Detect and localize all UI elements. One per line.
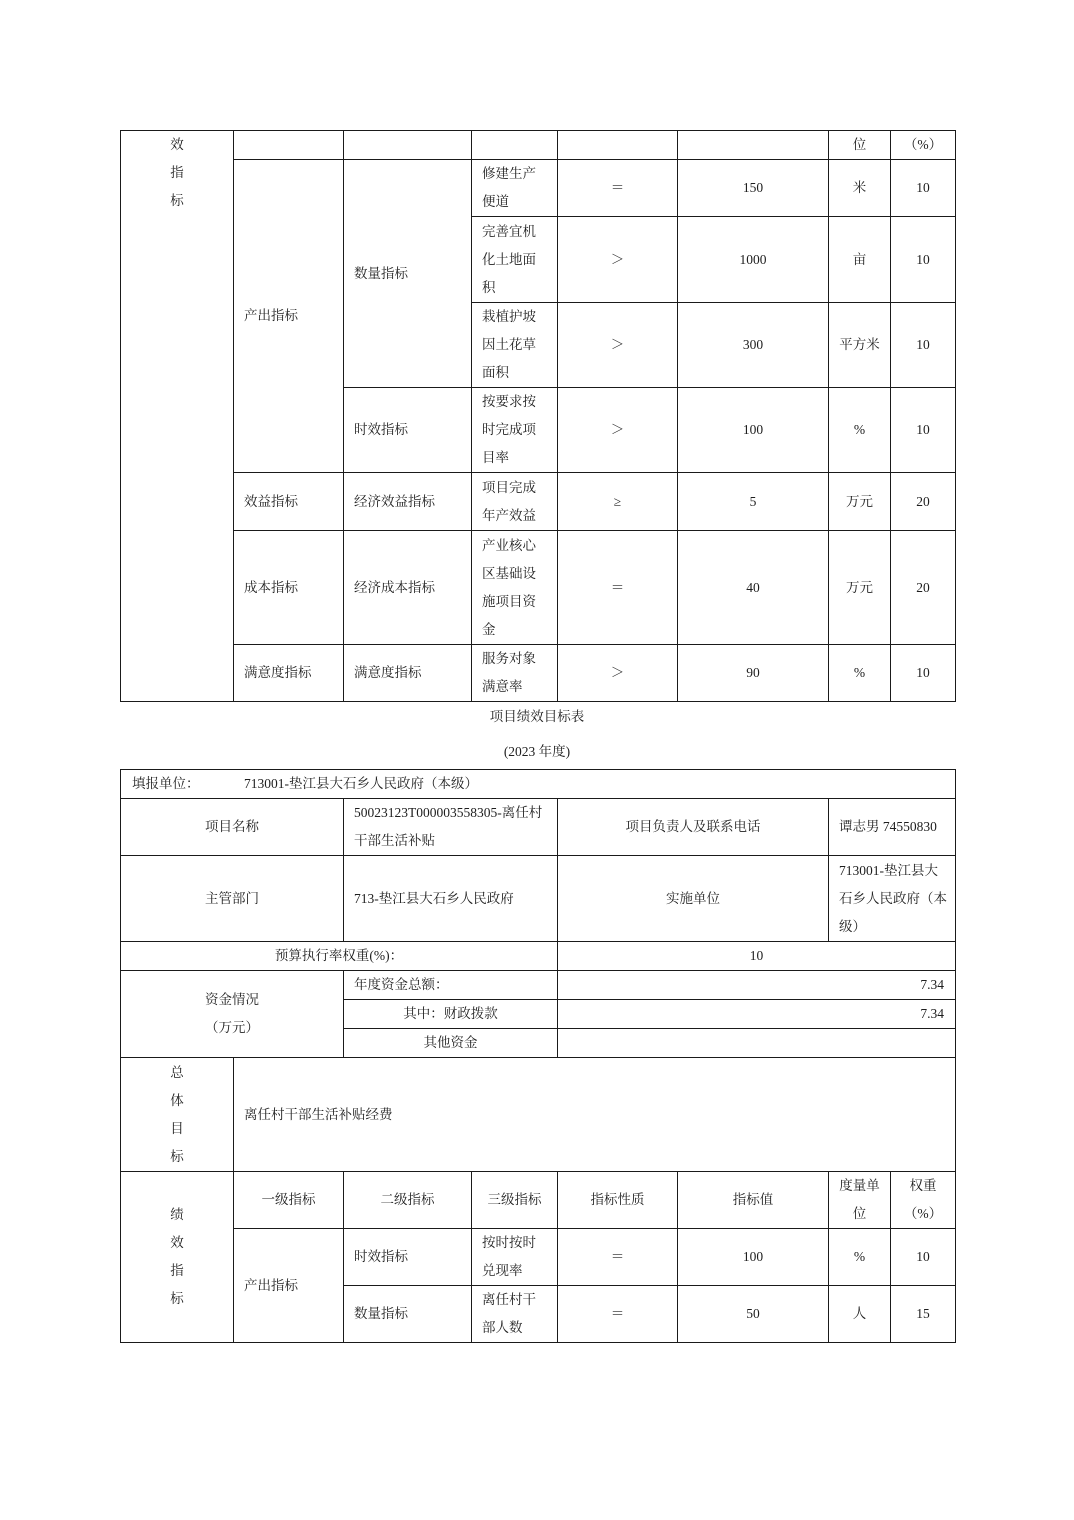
value-cell: 5 (678, 473, 829, 531)
level2-cell: 数量指标 (344, 1286, 472, 1343)
table-header-row (121, 1172, 956, 1229)
value-cell: 90 (678, 645, 829, 702)
performance-target-form (120, 769, 956, 1343)
annual-total-value: 7.34 (558, 971, 956, 1000)
unit-header-tail: 位 (829, 131, 891, 160)
level3-cell (472, 645, 558, 702)
column-header-level2: 二级指标 (344, 1172, 472, 1229)
level2-cell: 经济成本指标 (344, 531, 472, 645)
implementing-unit-label: 实施单位 (558, 856, 829, 942)
fiscal-funds-label: 其中：财政拨款 (344, 1000, 558, 1029)
year-subtitle: (2023 年度) (503, 744, 571, 759)
department-label: 主管部门 (121, 856, 344, 942)
column-header-nature: 指标性质 (558, 1172, 678, 1229)
funds-label-cell (121, 971, 344, 1058)
value-cell: 300 (678, 303, 829, 388)
unit-cell: % (829, 1229, 891, 1286)
column-header-weight-cell (891, 1172, 956, 1229)
unit-cell: 万元 (829, 531, 891, 645)
level1-cell: 产出指标 (234, 160, 344, 473)
table-row (121, 770, 956, 799)
level3-cell (472, 1286, 558, 1343)
nature-cell: ＞ (558, 645, 678, 702)
implementing-unit-value: 713001-垫江县大石乡人民政府（本级） (839, 862, 947, 934)
implementing-unit-cell (829, 856, 956, 942)
value-cell: 1000 (678, 217, 829, 303)
level3-text: 产业核心区基础设施项目资金 (482, 537, 536, 637)
table-row (121, 473, 956, 531)
contact-value: 谭志男 74550830 (829, 799, 956, 856)
unit-cell: % (829, 645, 891, 702)
level3-text: 按时按时兑现率 (482, 1235, 536, 1278)
overall-goal-value: 离任村干部生活补贴经费 (234, 1058, 956, 1172)
level1-cell: 成本指标 (234, 531, 344, 645)
level2-cell: 时效指标 (344, 388, 472, 473)
level2-cell: 经济效益指标 (344, 473, 472, 531)
empty-cell (234, 131, 344, 160)
table-row (121, 1058, 956, 1172)
column-header-weight: 权重（%） (903, 1178, 943, 1221)
fiscal-funds-value: 7.34 (558, 1000, 956, 1029)
performance-indicator-table-continued (120, 130, 956, 702)
nature-cell: ＞ (558, 388, 678, 473)
value-cell: 40 (678, 531, 829, 645)
level3-text: 服务对象满意率 (482, 651, 536, 694)
table-row (121, 160, 956, 217)
unit-cell: 万元 (829, 473, 891, 531)
nature-cell: ＝ (558, 1229, 678, 1286)
level2-cell: 数量指标 (344, 160, 472, 388)
weight-cell: 10 (891, 1229, 956, 1286)
level3-cell (472, 160, 558, 217)
level2-cell: 时效指标 (344, 1229, 472, 1286)
unit-cell: 平方米 (829, 303, 891, 388)
level3-text: 按要求按时完成项目率 (482, 394, 536, 465)
level3-text: 项目完成年产效益 (482, 479, 536, 523)
performance-indicators-label-cell (121, 1172, 234, 1343)
side-label-cell (121, 131, 234, 702)
performance-indicators-side-label: 效指标 (170, 137, 184, 208)
level3-text: 离任村干部人数 (482, 1292, 536, 1335)
project-name-value: 50023123T000003558305-离任村干部生活补贴 (354, 805, 543, 848)
nature-cell: ＞ (558, 217, 678, 303)
funds-label: 资金情况 (205, 992, 259, 1007)
level3-cell (472, 1229, 558, 1286)
unit-cell: 米 (829, 160, 891, 217)
level3-text: 完善宜机化土地面积 (482, 223, 536, 295)
table-row (121, 131, 956, 160)
table-row (121, 645, 956, 702)
project-name-label: 项目名称 (121, 799, 344, 856)
level3-cell (472, 473, 558, 531)
value-cell: 50 (678, 1286, 829, 1343)
weight-cell: 20 (891, 531, 956, 645)
level1-cell: 效益指标 (234, 473, 344, 531)
reporting-unit-cell (121, 770, 956, 799)
weight-cell: 10 (891, 160, 956, 217)
column-header-value: 指标值 (678, 1172, 829, 1229)
nature-cell: ＝ (558, 160, 678, 217)
annual-total-label: 年度资金总额： (344, 971, 558, 1000)
level3-text: 修建生产便道 (482, 166, 536, 209)
department-value: 713-垫江县大石乡人民政府 (344, 856, 558, 942)
nature-cell: ＝ (558, 531, 678, 645)
budget-weight-label: 预算执行率权重(%)： (121, 942, 558, 971)
value-cell: 150 (678, 160, 829, 217)
column-header-unit: 度量单位 (839, 1178, 880, 1221)
page-title: 项目绩效目标表 (489, 709, 585, 724)
column-header-level1: 一级指标 (234, 1172, 344, 1229)
weight-cell: 10 (891, 645, 956, 702)
unit-cell: 人 (829, 1286, 891, 1343)
unit-cell: 亩 (829, 217, 891, 303)
reporting-unit-value: 713001-垫江县大石乡人民政府（本级） (244, 776, 478, 791)
level3-cell (472, 531, 558, 645)
other-funds-label: 其他资金 (344, 1029, 558, 1058)
table-row (121, 531, 956, 645)
weight-cell: 10 (891, 303, 956, 388)
empty-cell (344, 131, 472, 160)
empty-cell (678, 131, 829, 160)
level2-cell: 满意度指标 (344, 645, 472, 702)
empty-cell (472, 131, 558, 160)
weight-cell: 20 (891, 473, 956, 531)
nature-cell: ＞ (558, 303, 678, 388)
level3-text: 栽植护坡因土花草面积 (482, 309, 536, 380)
budget-weight-value: 10 (558, 942, 956, 971)
level3-cell (472, 303, 558, 388)
nature-cell: ≥ (558, 473, 678, 531)
table-row (121, 856, 956, 942)
value-cell: 100 (678, 388, 829, 473)
unit-cell: % (829, 388, 891, 473)
project-name-cell (344, 799, 558, 856)
performance-indicators-label: 绩效指标 (170, 1207, 184, 1306)
level1-cell: 满意度指标 (234, 645, 344, 702)
weight-cell: 10 (891, 217, 956, 303)
overall-goal-label: 总体目标 (170, 1064, 184, 1164)
nature-cell: ＝ (558, 1286, 678, 1343)
table-row (121, 971, 956, 1000)
weight-header-tail: （%） (891, 131, 956, 160)
table-row (121, 799, 956, 856)
column-header-unit-cell (829, 1172, 891, 1229)
other-funds-value (558, 1029, 956, 1058)
value-cell: 100 (678, 1229, 829, 1286)
funds-unit: （万元） (205, 1020, 259, 1035)
weight-cell: 10 (891, 388, 956, 473)
level3-cell (472, 388, 558, 473)
table-row (121, 1229, 956, 1286)
table-row (121, 942, 956, 971)
level3-cell (472, 217, 558, 303)
weight-cell: 15 (891, 1286, 956, 1343)
empty-cell (558, 131, 678, 160)
reporting-unit-label: 填报单位： (132, 776, 200, 791)
level1-cell: 产出指标 (234, 1229, 344, 1343)
overall-goal-label-cell (121, 1058, 234, 1172)
column-header-level3: 三级指标 (472, 1172, 558, 1229)
contact-label: 项目负责人及联系电话 (558, 799, 829, 856)
